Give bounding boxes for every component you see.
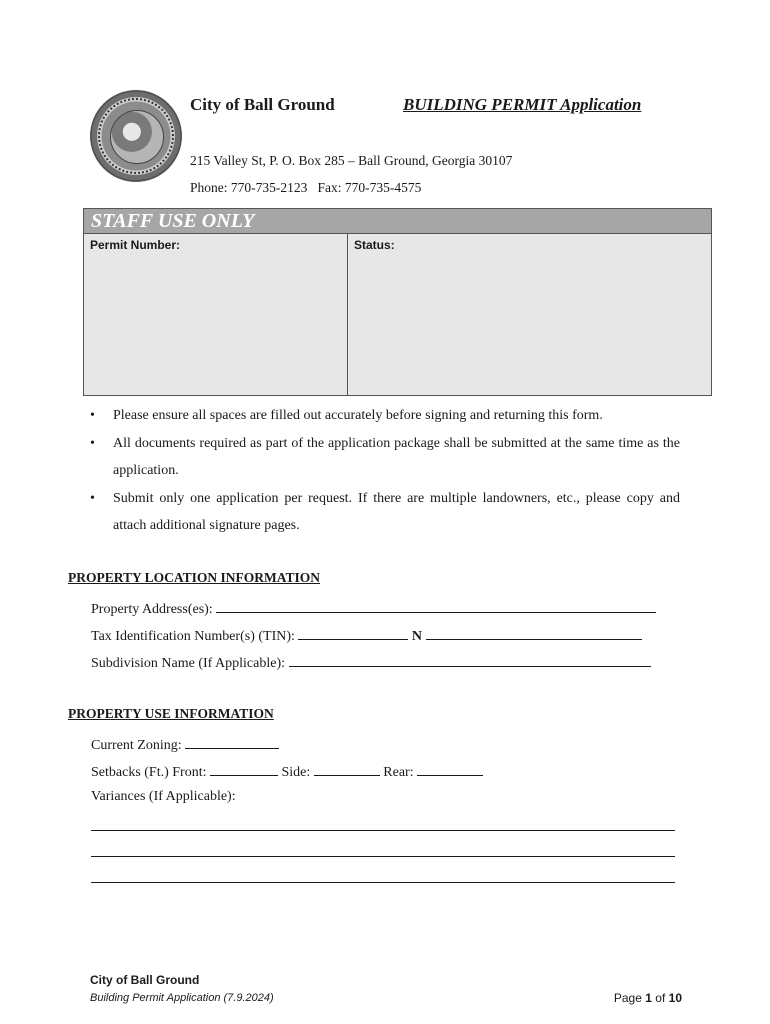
property-use-heading: PROPERTY USE INFORMATION [68,706,274,721]
tin-n-field[interactable] [426,625,642,640]
zoning-label: Current Zoning: [91,738,182,753]
footer-city: City of Ball Ground [90,973,200,987]
setbacks-front-label: Setbacks (Ft.) Front: [91,765,207,780]
document-title: BUILDING PERMIT Application [403,95,642,114]
page-prefix: Page [613,991,642,1005]
tin-suffix: N [411,629,423,644]
variances-line-1[interactable] [91,830,675,831]
footer-document-name: Building Permit Application (7.9.2024) [90,992,274,1004]
instruction-item: • Please ensure all spaces are filled out accurately before signing and returning this form. [90,402,680,430]
city-name: City of Ball Ground [190,95,335,114]
property-address-label: Property Address(es): [91,602,213,617]
subdivision-label: Subdivision Name (If Applicable): [91,656,286,671]
setbacks-side-field[interactable] [314,761,380,776]
property-address-field[interactable] [216,598,656,613]
staff-use-box [83,208,712,396]
seal-center [110,110,164,164]
setbacks-front-field[interactable] [210,761,278,776]
city-phone-fax: Phone: 770-735-2123 Fax: 770-735-4575 [190,180,422,195]
tin-row [91,625,681,645]
staff-divider [347,234,348,395]
zoning-field[interactable] [185,734,279,749]
page-of: of [655,991,666,1005]
setbacks-rear-label: Rear: [383,765,414,780]
tin-field[interactable] [298,625,408,640]
city-address: 215 Valley St, P. O. Box 285 – Ball Ground, Georgia 30107 [190,153,513,168]
setbacks-row [91,761,483,781]
permit-number-label: Permit Number: [90,238,181,252]
staff-use-heading: STAFF USE ONLY [91,210,255,232]
instruction-item: • Submit only one application per request. If there are multiple landowners, etc., please copy and attach additional signature pages. [90,485,680,540]
staff-use-header [84,209,711,234]
subdivision-row [91,652,681,672]
page-current: 1 [645,991,652,1005]
setbacks-side-label: Side: [281,765,311,780]
status-label: Status: [354,238,395,252]
tin-label: Tax Identification Number(s) (TIN): [91,629,295,644]
instruction-item: • All documents required as part of the application package shall be submitted at the same time as the application. [90,430,680,485]
variances-label: Variances (If Applicable): [91,789,236,804]
page-number [614,991,682,1005]
zoning-row [91,734,279,754]
page-total: 10 [668,991,682,1005]
setbacks-rear-field[interactable] [417,761,483,776]
variances-line-2[interactable] [91,856,675,857]
property-address-row [91,598,681,618]
instructions-list [90,402,680,540]
subdivision-field[interactable] [289,652,651,667]
property-location-heading: PROPERTY LOCATION INFORMATION [68,570,321,585]
variances-line-3[interactable] [91,882,675,883]
city-seal-icon [90,90,182,182]
